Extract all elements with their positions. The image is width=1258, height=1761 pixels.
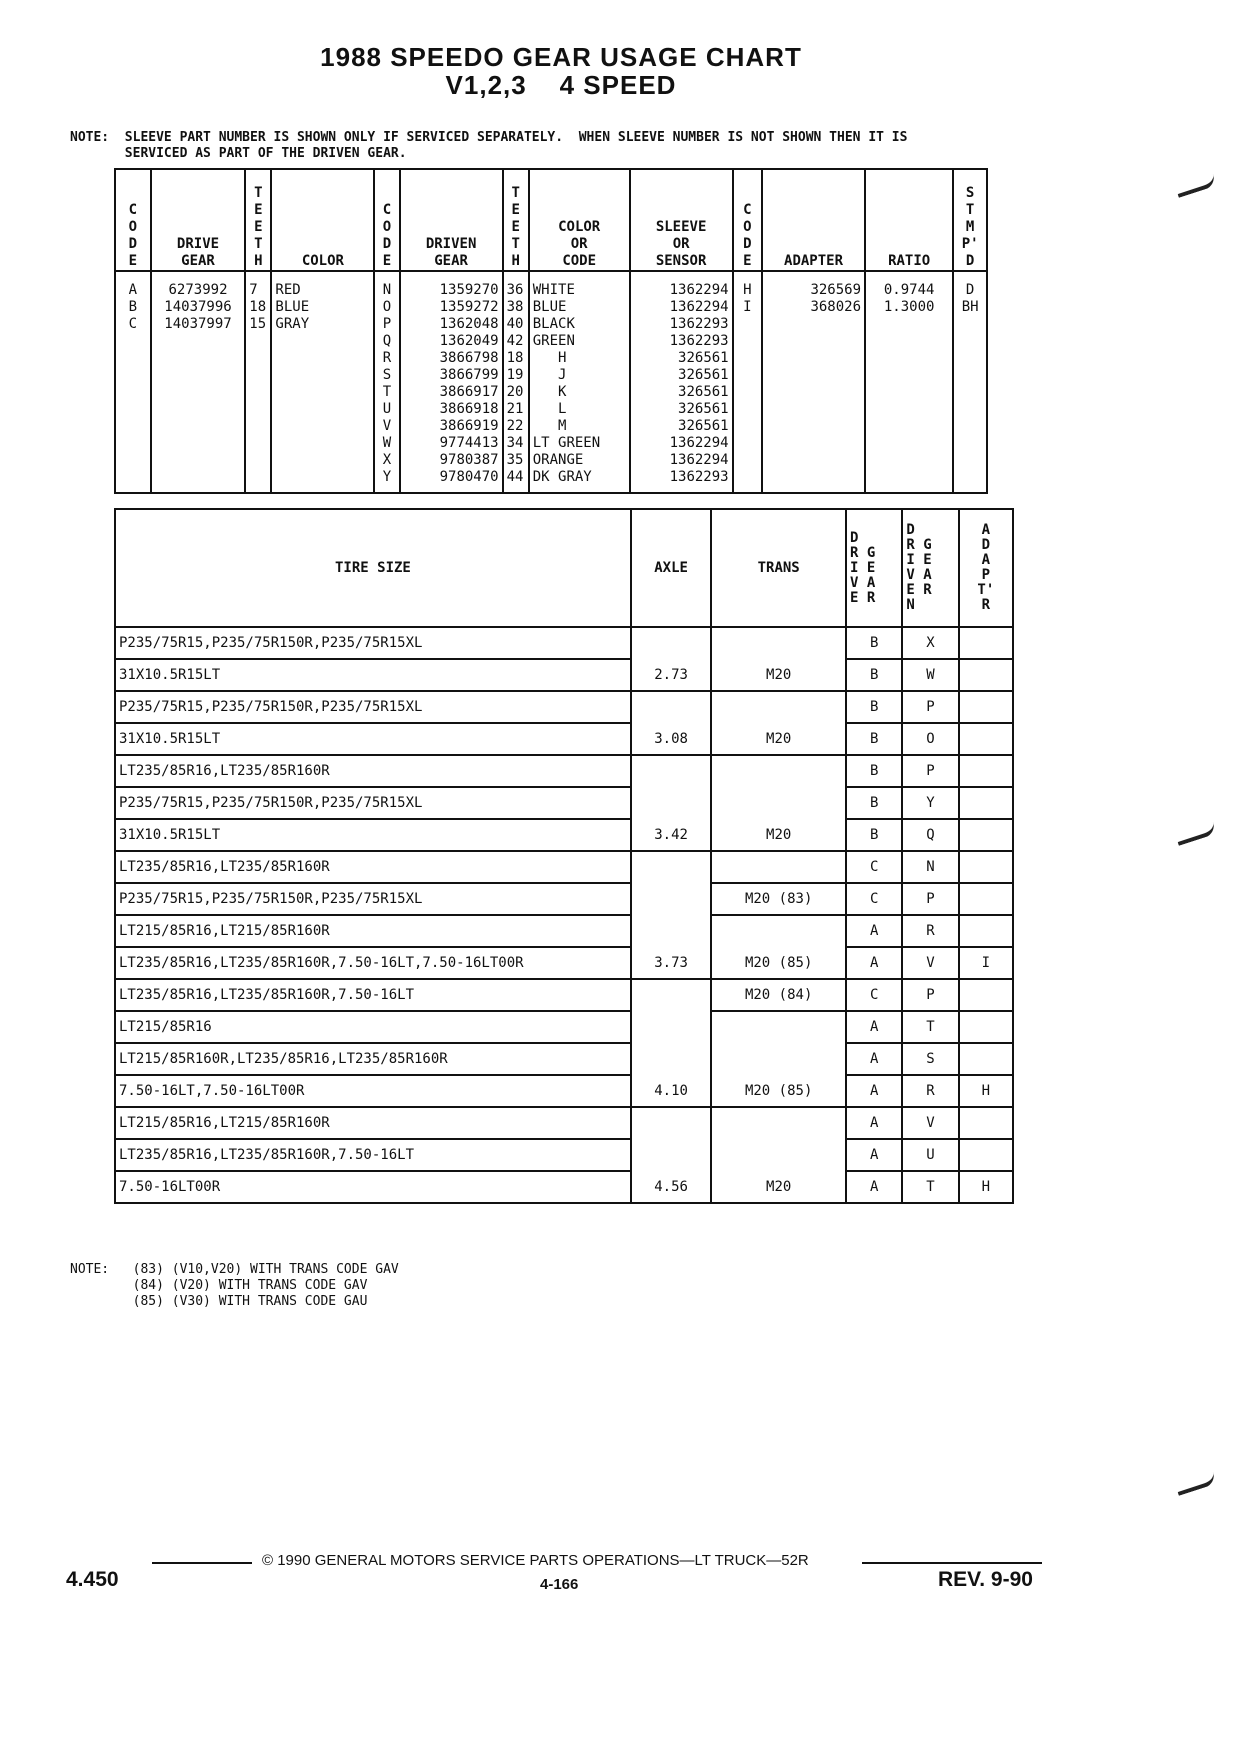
tire-size-cell: LT235/85R16,LT235/85R160R,7.50-16LT: [115, 1139, 631, 1171]
table-row: [115, 1043, 1013, 1075]
table-row: [115, 627, 1013, 659]
trans-cell: M20 (84): [711, 979, 846, 1011]
tire-size-cell: 7.50-16LT,7.50-16LT00R: [115, 1075, 631, 1107]
trans-cell: [711, 1139, 846, 1171]
tire-table-header: [115, 509, 1013, 627]
trans-cell: M20: [711, 659, 846, 691]
axle-cell: [631, 851, 711, 883]
table-row: [115, 979, 1013, 1011]
adapter-column: 326569 368026: [762, 271, 865, 493]
header-tire-size: TIRE SIZE: [115, 509, 631, 627]
header-color-or-code: COLOR OR CODE: [529, 169, 630, 271]
table-row: [115, 851, 1013, 883]
header-driven-gear: DRIVEN GEAR: [400, 169, 503, 271]
driven-gear-cell: Q: [902, 819, 958, 851]
driven-teeth-column: 36 38 40 42 18 19 20 21 22 34 35 44: [503, 271, 529, 493]
trans-cell: [711, 787, 846, 819]
header-ratio: RATIO: [865, 169, 953, 271]
page-title: 1988 SPEEDO GEAR USAGE CHART: [320, 42, 802, 72]
footer-page-center: 4-166: [540, 1576, 579, 1593]
axle-cell: 4.10: [631, 1075, 711, 1107]
axle-cell: 3.42: [631, 819, 711, 851]
adapter-cell: [959, 787, 1013, 819]
drive-gear-cell: B: [846, 755, 902, 787]
adapter-cell: H: [959, 1075, 1013, 1107]
driven-gear-cell: V: [902, 1107, 958, 1139]
drive-code-column: A B C: [115, 271, 151, 493]
drive-gear-cell: C: [846, 883, 902, 915]
tire-size-cell: P235/75R15,P235/75R150R,P235/75R15XL: [115, 883, 631, 915]
driven-gear-cell: R: [902, 915, 958, 947]
adapter-cell: [959, 1107, 1013, 1139]
drive-gear-cell: A: [846, 1011, 902, 1043]
header-adapter: A D A P T' R: [959, 509, 1013, 627]
footer-rule-right: [862, 1562, 1042, 1564]
adapter-cell: [959, 915, 1013, 947]
tire-size-cell: LT215/85R16: [115, 1011, 631, 1043]
adapter-cell: [959, 659, 1013, 691]
drive-gear-cell: A: [846, 1043, 902, 1075]
trans-cell: [711, 1107, 846, 1139]
tire-size-cell: 7.50-16LT00R: [115, 1171, 631, 1203]
tire-size-cell: P235/75R15,P235/75R150R,P235/75R15XL: [115, 787, 631, 819]
table-row: [115, 883, 1013, 915]
tire-size-cell: LT235/85R16,LT235/85R160R,7.50-16LT,7.50-16LT00R: [115, 947, 631, 979]
gear-table: [114, 168, 988, 494]
adapter-cell: [959, 1139, 1013, 1171]
driven-gear-cell: U: [902, 1139, 958, 1171]
adapter-cell: [959, 851, 1013, 883]
page-subtitle: V1,2,3 4 SPEED: [445, 70, 677, 100]
trans-cell: [711, 627, 846, 659]
trans-cell: [711, 851, 846, 883]
tire-size-cell: 31X10.5R15LT: [115, 819, 631, 851]
trans-cell: M20: [711, 1171, 846, 1203]
driven-gear-cell: R: [902, 1075, 958, 1107]
driven-gear-cell: X: [902, 627, 958, 659]
table-row: [115, 659, 1013, 691]
tire-size-cell: 31X10.5R15LT: [115, 659, 631, 691]
gear-table-header: [115, 169, 987, 271]
footer-page-right: REV. 9-90: [938, 1568, 1033, 1591]
bottom-note: NOTE: (83) (V10,V20) WITH TRANS CODE GAV (84) (V20) WITH TRANS CODE GAV (85) (V30) WITH TRANS CODE GAU: [70, 1262, 399, 1309]
trans-cell: M20 (83): [711, 883, 846, 915]
table-row: [115, 1075, 1013, 1107]
trans-cell: [711, 1043, 846, 1075]
driven-gear-cell: W: [902, 659, 958, 691]
footer-page-left: 4.450: [66, 1568, 119, 1591]
axle-cell: 2.73: [631, 659, 711, 691]
driven-color-column: WHITE BLUE BLACK GREEN H J K L M LT GREEN ORANGE DK GRAY: [529, 271, 630, 493]
axle-cell: [631, 627, 711, 659]
top-note: NOTE: SLEEVE PART NUMBER IS SHOWN ONLY IF SERVICED SEPARATELY. WHEN SLEEVE NUMBER IS NOT SHOWN THEN IT IS SERVICED AS PART OF THE DRIVEN GEAR.: [70, 130, 908, 161]
drive-gear-cell: C: [846, 851, 902, 883]
trans-cell: [711, 691, 846, 723]
tire-size-cell: LT215/85R16,LT215/85R160R: [115, 1107, 631, 1139]
drive-gear-cell: A: [846, 1107, 902, 1139]
driven-code-column: N O P Q R S T U V W X Y: [374, 271, 399, 493]
axle-cell: [631, 787, 711, 819]
drive-gear-cell: C: [846, 979, 902, 1011]
axle-cell: 3.73: [631, 947, 711, 979]
driven-gear-cell: O: [902, 723, 958, 755]
header-stmpd: S T M P' D: [953, 169, 987, 271]
drive-gear-cell: B: [846, 659, 902, 691]
drive-color-column: RED BLUE GRAY: [271, 271, 374, 493]
adapter-cell: [959, 755, 1013, 787]
footer-copyright: © 1990 GENERAL MOTORS SERVICE PARTS OPERATIONS—LT TRUCK—52R: [262, 1552, 809, 1569]
driven-gear-cell: P: [902, 883, 958, 915]
driven-gear-cell: Y: [902, 787, 958, 819]
driven-gear-cell: S: [902, 1043, 958, 1075]
drive-gear-cell: B: [846, 819, 902, 851]
table-row: [115, 723, 1013, 755]
adapter-cell: [959, 627, 1013, 659]
drive-teeth-column: 7 18 15: [245, 271, 271, 493]
adapter-cell: [959, 723, 1013, 755]
tire-size-cell: LT215/85R160R,LT235/85R16,LT235/85R160R: [115, 1043, 631, 1075]
binder-tick-mark: [1175, 174, 1217, 198]
trans-cell: M20 (85): [711, 1075, 846, 1107]
drive-gear-cell: B: [846, 627, 902, 659]
adapter-cell: [959, 691, 1013, 723]
trans-cell: [711, 1011, 846, 1043]
table-row: [115, 1171, 1013, 1203]
tire-size-cell: LT235/85R16,LT235/85R160R: [115, 851, 631, 883]
adapter-code-column: H I: [733, 271, 762, 493]
table-row: [115, 947, 1013, 979]
sleeve-column: 1362294 1362294 1362293 1362293 326561 326561 326561 326561 326561 1362294 1362294 1362293: [630, 271, 733, 493]
driven-gear-cell: T: [902, 1011, 958, 1043]
tire-size-cell: P235/75R15,P235/75R150R,P235/75R15XL: [115, 691, 631, 723]
header-code-3: C O D E: [733, 169, 762, 271]
drive-gear-cell: B: [846, 723, 902, 755]
driven-gear-cell: V: [902, 947, 958, 979]
adapter-cell: [959, 1043, 1013, 1075]
driven-gear-cell: T: [902, 1171, 958, 1203]
tire-size-cell: LT215/85R16,LT215/85R160R: [115, 915, 631, 947]
trans-cell: [711, 755, 846, 787]
driven-gear-cell: N: [902, 851, 958, 883]
header-axle: AXLE: [631, 509, 711, 627]
adapter-cell: [959, 819, 1013, 851]
header-teeth-2: T E E T H: [503, 169, 529, 271]
axle-cell: [631, 915, 711, 947]
trans-cell: M20: [711, 819, 846, 851]
tire-size-cell: P235/75R15,P235/75R150R,P235/75R15XL: [115, 627, 631, 659]
table-row: [115, 1139, 1013, 1171]
tire-size-cell: LT235/85R16,LT235/85R160R: [115, 755, 631, 787]
trans-cell: [711, 915, 846, 947]
driven-gear-column: 1359270 1359272 1362048 1362049 3866798 3866799 3866917 3866918 3866919 9774413 9780387 9780470: [400, 271, 503, 493]
adapter-cell: [959, 1011, 1013, 1043]
drive-gear-cell: A: [846, 915, 902, 947]
header-sleeve-or-sensor: SLEEVE OR SENSOR: [630, 169, 733, 271]
axle-cell: [631, 755, 711, 787]
adapter-cell: [959, 979, 1013, 1011]
header-drive-gear: DRIVE GEAR: [151, 169, 246, 271]
tire-size-cell: LT235/85R16,LT235/85R160R,7.50-16LT: [115, 979, 631, 1011]
drive-gear-cell: B: [846, 691, 902, 723]
driven-gear-cell: P: [902, 979, 958, 1011]
footer-rule-left: [152, 1562, 252, 1564]
binder-tick-mark: [1175, 822, 1217, 846]
table-row: [115, 1107, 1013, 1139]
drive-gear-cell: A: [846, 947, 902, 979]
ratio-column: 0.9744 1.3000: [865, 271, 953, 493]
drive-gear-column: 6273992 14037996 14037997: [151, 271, 246, 493]
driven-gear-cell: P: [902, 755, 958, 787]
binder-tick-mark: [1175, 1472, 1217, 1496]
drive-gear-cell: A: [846, 1075, 902, 1107]
stmpd-column: D BH: [953, 271, 987, 493]
axle-cell: [631, 1011, 711, 1043]
gear-table-body: [115, 271, 987, 493]
axle-cell: [631, 691, 711, 723]
tire-size-table: [114, 508, 1014, 1204]
table-row: [115, 915, 1013, 947]
trans-cell: M20: [711, 723, 846, 755]
axle-cell: [631, 1107, 711, 1139]
header-adapter: ADAPTER: [762, 169, 865, 271]
table-row: [115, 755, 1013, 787]
table-row: [115, 1011, 1013, 1043]
trans-cell: M20 (85): [711, 947, 846, 979]
table-row: [115, 787, 1013, 819]
drive-gear-cell: A: [846, 1139, 902, 1171]
driven-gear-cell: P: [902, 691, 958, 723]
axle-cell: [631, 1043, 711, 1075]
axle-cell: 3.08: [631, 723, 711, 755]
table-row: [115, 691, 1013, 723]
header-code: C O D E: [115, 169, 151, 271]
adapter-cell: H: [959, 1171, 1013, 1203]
axle-cell: [631, 979, 711, 1011]
adapter-cell: I: [959, 947, 1013, 979]
adapter-cell: [959, 883, 1013, 915]
tire-size-cell: 31X10.5R15LT: [115, 723, 631, 755]
table-row: [115, 819, 1013, 851]
drive-gear-cell: B: [846, 787, 902, 819]
header-color: COLOR: [271, 169, 374, 271]
header-trans: TRANS: [711, 509, 846, 627]
drive-gear-cell: A: [846, 1171, 902, 1203]
axle-cell: 4.56: [631, 1171, 711, 1203]
axle-cell: [631, 883, 711, 915]
header-teeth: T E E T H: [245, 169, 271, 271]
header-code-2: C O D E: [374, 169, 399, 271]
header-driven-gear: D R G I E V A E R N: [902, 509, 958, 627]
axle-cell: [631, 1139, 711, 1171]
header-drive-gear: D R G I E V A E R: [846, 509, 902, 627]
